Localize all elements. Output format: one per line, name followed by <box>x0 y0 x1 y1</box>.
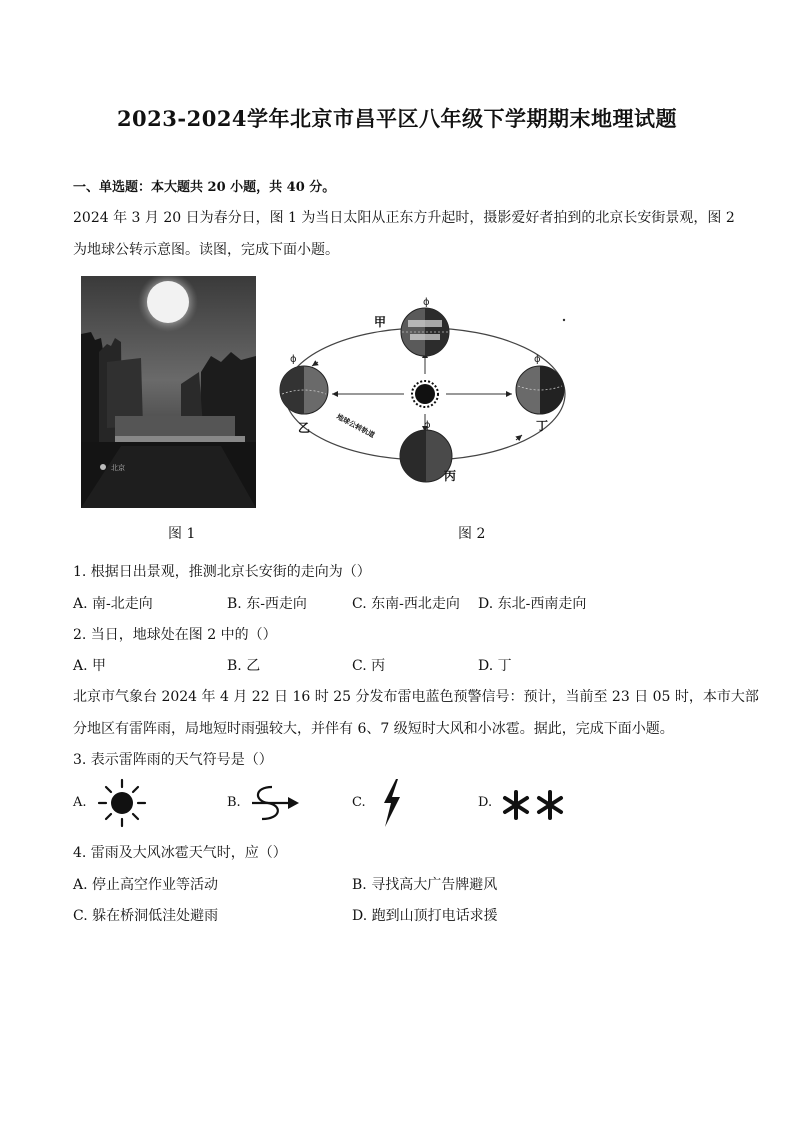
svg-text:ϕ: ϕ <box>424 420 431 431</box>
q1-option-c[interactable]: C. 东南-西北走向 <box>352 596 460 612</box>
svg-text:ϕ: ϕ <box>534 354 541 365</box>
q2-option-b[interactable]: B. 乙 <box>227 658 261 674</box>
photo-watermark: 北京 <box>111 464 125 472</box>
q4-option-d[interactable]: D. 跑到山顶打电话求援 <box>352 908 498 924</box>
q3-option-c[interactable]: C. <box>352 795 366 810</box>
q3-option-d[interactable]: D. <box>478 795 493 810</box>
q2-option-a[interactable]: A. 甲 <box>73 658 107 674</box>
earth-ding <box>516 354 564 414</box>
label-ding: 丁 <box>536 419 549 433</box>
snow-stars-icon <box>502 788 568 822</box>
location-pin-icon <box>100 464 106 470</box>
weather-line-2: 分地区有雷阵雨，局地短时雨强较大，并伴有 6、7 级短时大风和小冰雹。据此，完成下面小题。 <box>73 721 674 737</box>
lightning-icon <box>376 777 406 829</box>
q1-option-d[interactable]: D. 东北-西南走向 <box>478 596 587 612</box>
q2-option-d[interactable]: D. 丁 <box>478 658 512 674</box>
figure-2-caption: 图 2 <box>458 526 486 542</box>
sun-weather-icon <box>96 778 148 828</box>
q2-option-c[interactable]: C. 丙 <box>352 658 386 674</box>
sun-icon <box>412 381 438 407</box>
q1-option-b[interactable]: B. 东-西走向 <box>227 596 307 612</box>
question-2: 2. 当日，地球处在图 2 中的（） <box>73 627 277 643</box>
earth-jia <box>401 297 449 356</box>
figure-2-orbit-diagram <box>278 290 578 490</box>
label-jia: 甲 <box>374 315 387 329</box>
question-3: 3. 表示雷阵雨的天气符号是（） <box>73 752 273 768</box>
svg-text:ϕ: ϕ <box>423 297 430 308</box>
q4-option-c[interactable]: C. 躲在桥洞低洼处避雨 <box>73 908 219 924</box>
orbit-arrow-2 <box>516 435 522 440</box>
earth-yi <box>280 354 328 414</box>
q1-option-a[interactable]: A. 南-北走向 <box>73 596 153 612</box>
q3-option-b[interactable]: B. <box>227 795 241 810</box>
figure-1-caption: 图 1 <box>168 526 196 542</box>
question-1: 1. 根据日出景观，推测北京长安街的走向为（） <box>73 564 371 580</box>
intro-line-1: 2024 年 3 月 20 日为春分日，图 1 为当日太阳从正东方升起时，摄影爱好者拍到的北京长安街景观，图 2 <box>73 210 735 226</box>
q4-option-b[interactable]: B. 寻找高大广告牌避风 <box>352 877 498 893</box>
orbit-arrow-1 <box>312 362 318 366</box>
orbit-track-label: 地球公转轨道 <box>335 412 376 440</box>
label-bing: 丙 <box>444 469 457 483</box>
wind-flag-icon <box>246 783 302 823</box>
page-title: 2023-2024学年北京市昌平区八年级下学期期末地理试题 <box>116 106 678 131</box>
svg-text:ϕ: ϕ <box>290 354 297 365</box>
question-4: 4. 雷雨及大风冰雹天气时，应（） <box>73 845 287 861</box>
section-heading: 一、单选题：本大题共 20 小题，共 40 分。 <box>73 180 336 195</box>
weather-line-1: 北京市气象台 2024 年 4 月 22 日 16 时 25 分发布雷电蓝色预警信号：预计，当前至 23 日 05 时，本市大部 <box>73 689 759 705</box>
q4-option-a[interactable]: A. 停止高空作业等活动 <box>73 877 219 893</box>
label-yi: 乙 <box>298 421 311 435</box>
intro-line-2: 为地球公转示意图。读图，完成下面小题。 <box>73 242 339 258</box>
q3-option-a[interactable]: A. <box>73 795 87 810</box>
figure-1-photo <box>81 276 256 508</box>
